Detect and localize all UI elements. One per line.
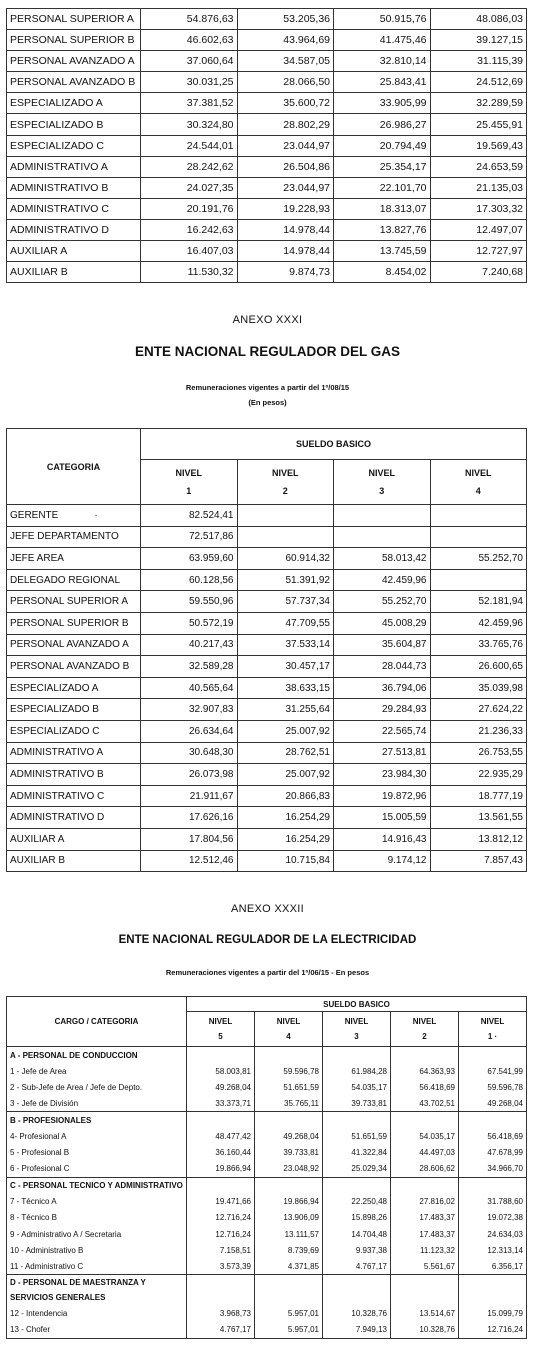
section-title: ENTE NACIONAL REGULADOR DE LA ELECTRICIDAD xyxy=(118,934,417,946)
table-row: 6 - Profesional C 19.866,94 23.048,92 25.029,34 28.606,62 34.966,70 xyxy=(7,1161,527,1178)
table-row: ADMINISTRATIVO B 26.073,98 25.007,92 23.984,30 22.935,29 xyxy=(7,764,527,786)
table-row: ESPECIALIZADO B 32.907,83 31.255,64 29.284,93 27.624,22 xyxy=(7,699,527,721)
gas-regulator-salary-table xyxy=(6,428,527,872)
table-row: 13 - Chofer 4.767,17 5.957,01 7.949,13 10.328,76 12.716,24 xyxy=(7,1321,527,1338)
column-header-category: CATEGORIA xyxy=(7,429,141,505)
table-row: JEFE AREA 63.959,60 60.914,32 58.013,42 55.252,70 xyxy=(7,548,527,570)
table-row: AUXILIAR A 16.407,03 14.978,44 13.745,59 12.727,97 xyxy=(7,241,527,262)
table-row: ESPECIALIZADO A 40.565,64 38.633,15 36.794,06 35.039,98 xyxy=(7,677,527,699)
table-row: AUXILIAR B 12.512,46 10.715,84 9.174,12 7.857,43 xyxy=(7,850,527,872)
table-row: PERSONAL SUPERIOR A 54.876,63 53.205,36 50.915,76 48.086,03 xyxy=(7,9,527,30)
table-row: PERSONAL AVANZADO A 37.060,64 34.587,05 32.810,14 31.115,39 xyxy=(7,51,527,72)
section-subtitle: Remuneraciones vigentes a partir del 1º/06/15 - En pesos xyxy=(165,968,370,977)
column-header-level: NIVEL 5 xyxy=(187,1012,255,1047)
table-row: AUXILIAR B 11.530,32 9.874,73 8.454,02 7.240,68 xyxy=(7,262,527,283)
table-row: 7 - Técnico A 19.471,66 19.866,94 22.250,48 27.816,02 31.788,60 xyxy=(7,1194,527,1210)
section-title: ENTE NACIONAL REGULADOR DEL GAS xyxy=(134,344,401,359)
table-row: GERENTE · 82.524,41 xyxy=(7,505,527,527)
column-header-level: NIVEL 1 · xyxy=(459,1012,527,1047)
column-header-category: CARGO / CATEGORIA xyxy=(7,997,187,1047)
table-row: 3 - Jefe de División 33.373,71 35.765,11 39.733,81 43.702,51 49.268,04 xyxy=(7,1095,527,1112)
table-row: PERSONAL AVANZADO A 40.217,43 37.533,14 35.604,87 33.765,76 xyxy=(7,634,527,656)
table-row: 9 - Administrativo A / Secretaria 12.716,24 13.111,57 14.704,48 17.483,37 24.634,03 xyxy=(7,1226,527,1242)
section-subtitle: Remuneraciones vigentes a partir del 1º/08/15 xyxy=(185,383,350,392)
table-row: PERSONAL SUPERIOR A 59.550,96 57.737,34 55.252,70 52.181,94 xyxy=(7,591,527,613)
column-header-level: NIVEL 4 xyxy=(255,1012,323,1047)
column-header-level: NIVEL 4 xyxy=(430,460,527,505)
salary-table-continuation xyxy=(6,8,527,283)
column-header-level: NIVEL 3 xyxy=(334,460,431,505)
table-row: AUXILIAR A 17.804,56 16.254,29 14.916,43 13.812,12 xyxy=(7,828,527,850)
annex-heading: ANEXO XXXII xyxy=(231,903,304,915)
table-row: 2 - Sub-Jefe de Area / Jefe de Depto. 49.268,04 51.651,59 54.035,17 56.418,69 59.596,78 xyxy=(7,1079,527,1095)
table-row: ADMINISTRATIVO D 17.626,16 16.254,29 15.005,59 13.561,55 xyxy=(7,807,527,829)
section-header-row: A - PERSONAL DE CONDUCCION xyxy=(7,1047,527,1064)
section-header-row: D - PERSONAL DE MAESTRANZA Y SERVICIOS GENERALES xyxy=(7,1275,527,1306)
table-row: 4- Profesional A 48.477,42 49.268,04 51.651,59 54.035,17 56.418,69 xyxy=(7,1128,527,1144)
table-row: ESPECIALIZADO A 37.381,52 35.600,72 33.905,99 32.289,59 xyxy=(7,93,527,114)
column-header-level: NIVEL 1 xyxy=(141,460,238,505)
column-header-level: NIVEL 2 xyxy=(237,460,334,505)
table-row: ESPECIALIZADO C 26.634,64 25.007,92 22.565,74 21.236,33 xyxy=(7,720,527,742)
section-header-row: C - PERSONAL TECNICO Y ADMINISTRATIVO xyxy=(7,1177,527,1194)
table-row: PERSONAL AVANZADO B 32.589,28 30.457,17 28.044,73 26.600,65 xyxy=(7,656,527,678)
table-row: JEFE DEPARTAMENTO 72.517,86 xyxy=(7,526,527,548)
column-header-level: NIVEL 3 xyxy=(323,1012,391,1047)
table-row: 8 - Técnico B 12.716,24 13.906,09 15.898,26 17.483,37 19.072,38 xyxy=(7,1210,527,1226)
table-row: PERSONAL AVANZADO B 30.031,25 28.066,50 25.843,41 24.512,69 xyxy=(7,72,527,93)
table-row: ADMINISTRATIVO C 20.191,76 19.228,93 18.313,07 17.303,32 xyxy=(7,198,527,219)
stray-mark: · xyxy=(94,509,98,521)
table-row: ESPECIALIZADO C 24.544,01 23.044,97 20.794,49 19.569,43 xyxy=(7,135,527,156)
table-row: 12 - Intendencia 3.968,73 5.957,01 10.328,76 13.514,67 15.099,79 xyxy=(7,1305,527,1321)
annex-heading: ANEXO XXXI xyxy=(232,314,303,326)
table-row: DELEGADO REGIONAL 60.128,56 51.391,92 42.459,96 xyxy=(7,569,527,591)
column-header-basic-salary: SUELDO BASICO xyxy=(187,997,527,1012)
column-header-level: NIVEL 2 xyxy=(391,1012,459,1047)
table-row: PERSONAL SUPERIOR B 46.602,63 43.964,69 41.475,46 39.127,15 xyxy=(7,30,527,51)
table-row: ADMINISTRATIVO A 28.242,62 26.504,86 25.354,17 24.653,59 xyxy=(7,156,527,177)
electricity-regulator-salary-table xyxy=(6,996,527,1339)
section-header-row: B - PROFESIONALES xyxy=(7,1112,527,1129)
table-row: 10 - Administrativo B 7.158,51 8.739,69 9.937,38 11.123,32 12.313,14 xyxy=(7,1242,527,1258)
table-row: ADMINISTRATIVO A 30.648,30 28.762,51 27.513,81 26.753,55 xyxy=(7,742,527,764)
section-subtitle-units: (En pesos) xyxy=(248,398,287,407)
table-row: ADMINISTRATIVO B 24.027,35 23.044,97 22.101,70 21.135,03 xyxy=(7,177,527,198)
table-row: ADMINISTRATIVO C 21.911,67 20.866,83 19.872,96 18.777,19 xyxy=(7,785,527,807)
table-row: PERSONAL SUPERIOR B 50.572,19 47.709,55 45.008,29 42.459,96 xyxy=(7,612,527,634)
table-row: 11 - Administrativo C 3.573,39 4.371,85 4.767,17 5.561,67 6.356,17 xyxy=(7,1258,527,1275)
table-row: 5 - Profesional B 36.160,44 39.733,81 41.322,84 44.497,03 47.678,99 xyxy=(7,1145,527,1161)
column-header-basic-salary: SUELDO BASICO xyxy=(141,429,527,460)
table-row: ESPECIALIZADO B 30.324,80 28.802,29 26.986,27 25.455,91 xyxy=(7,114,527,135)
table-row: ADMINISTRATIVO D 16.242,63 14.978,44 13.827,76 12.497,07 xyxy=(7,219,527,240)
table-row: 1 - Jefe de Area 58.003,81 59.596,78 61.984,28 64.363,93 67.541,99 xyxy=(7,1063,527,1079)
